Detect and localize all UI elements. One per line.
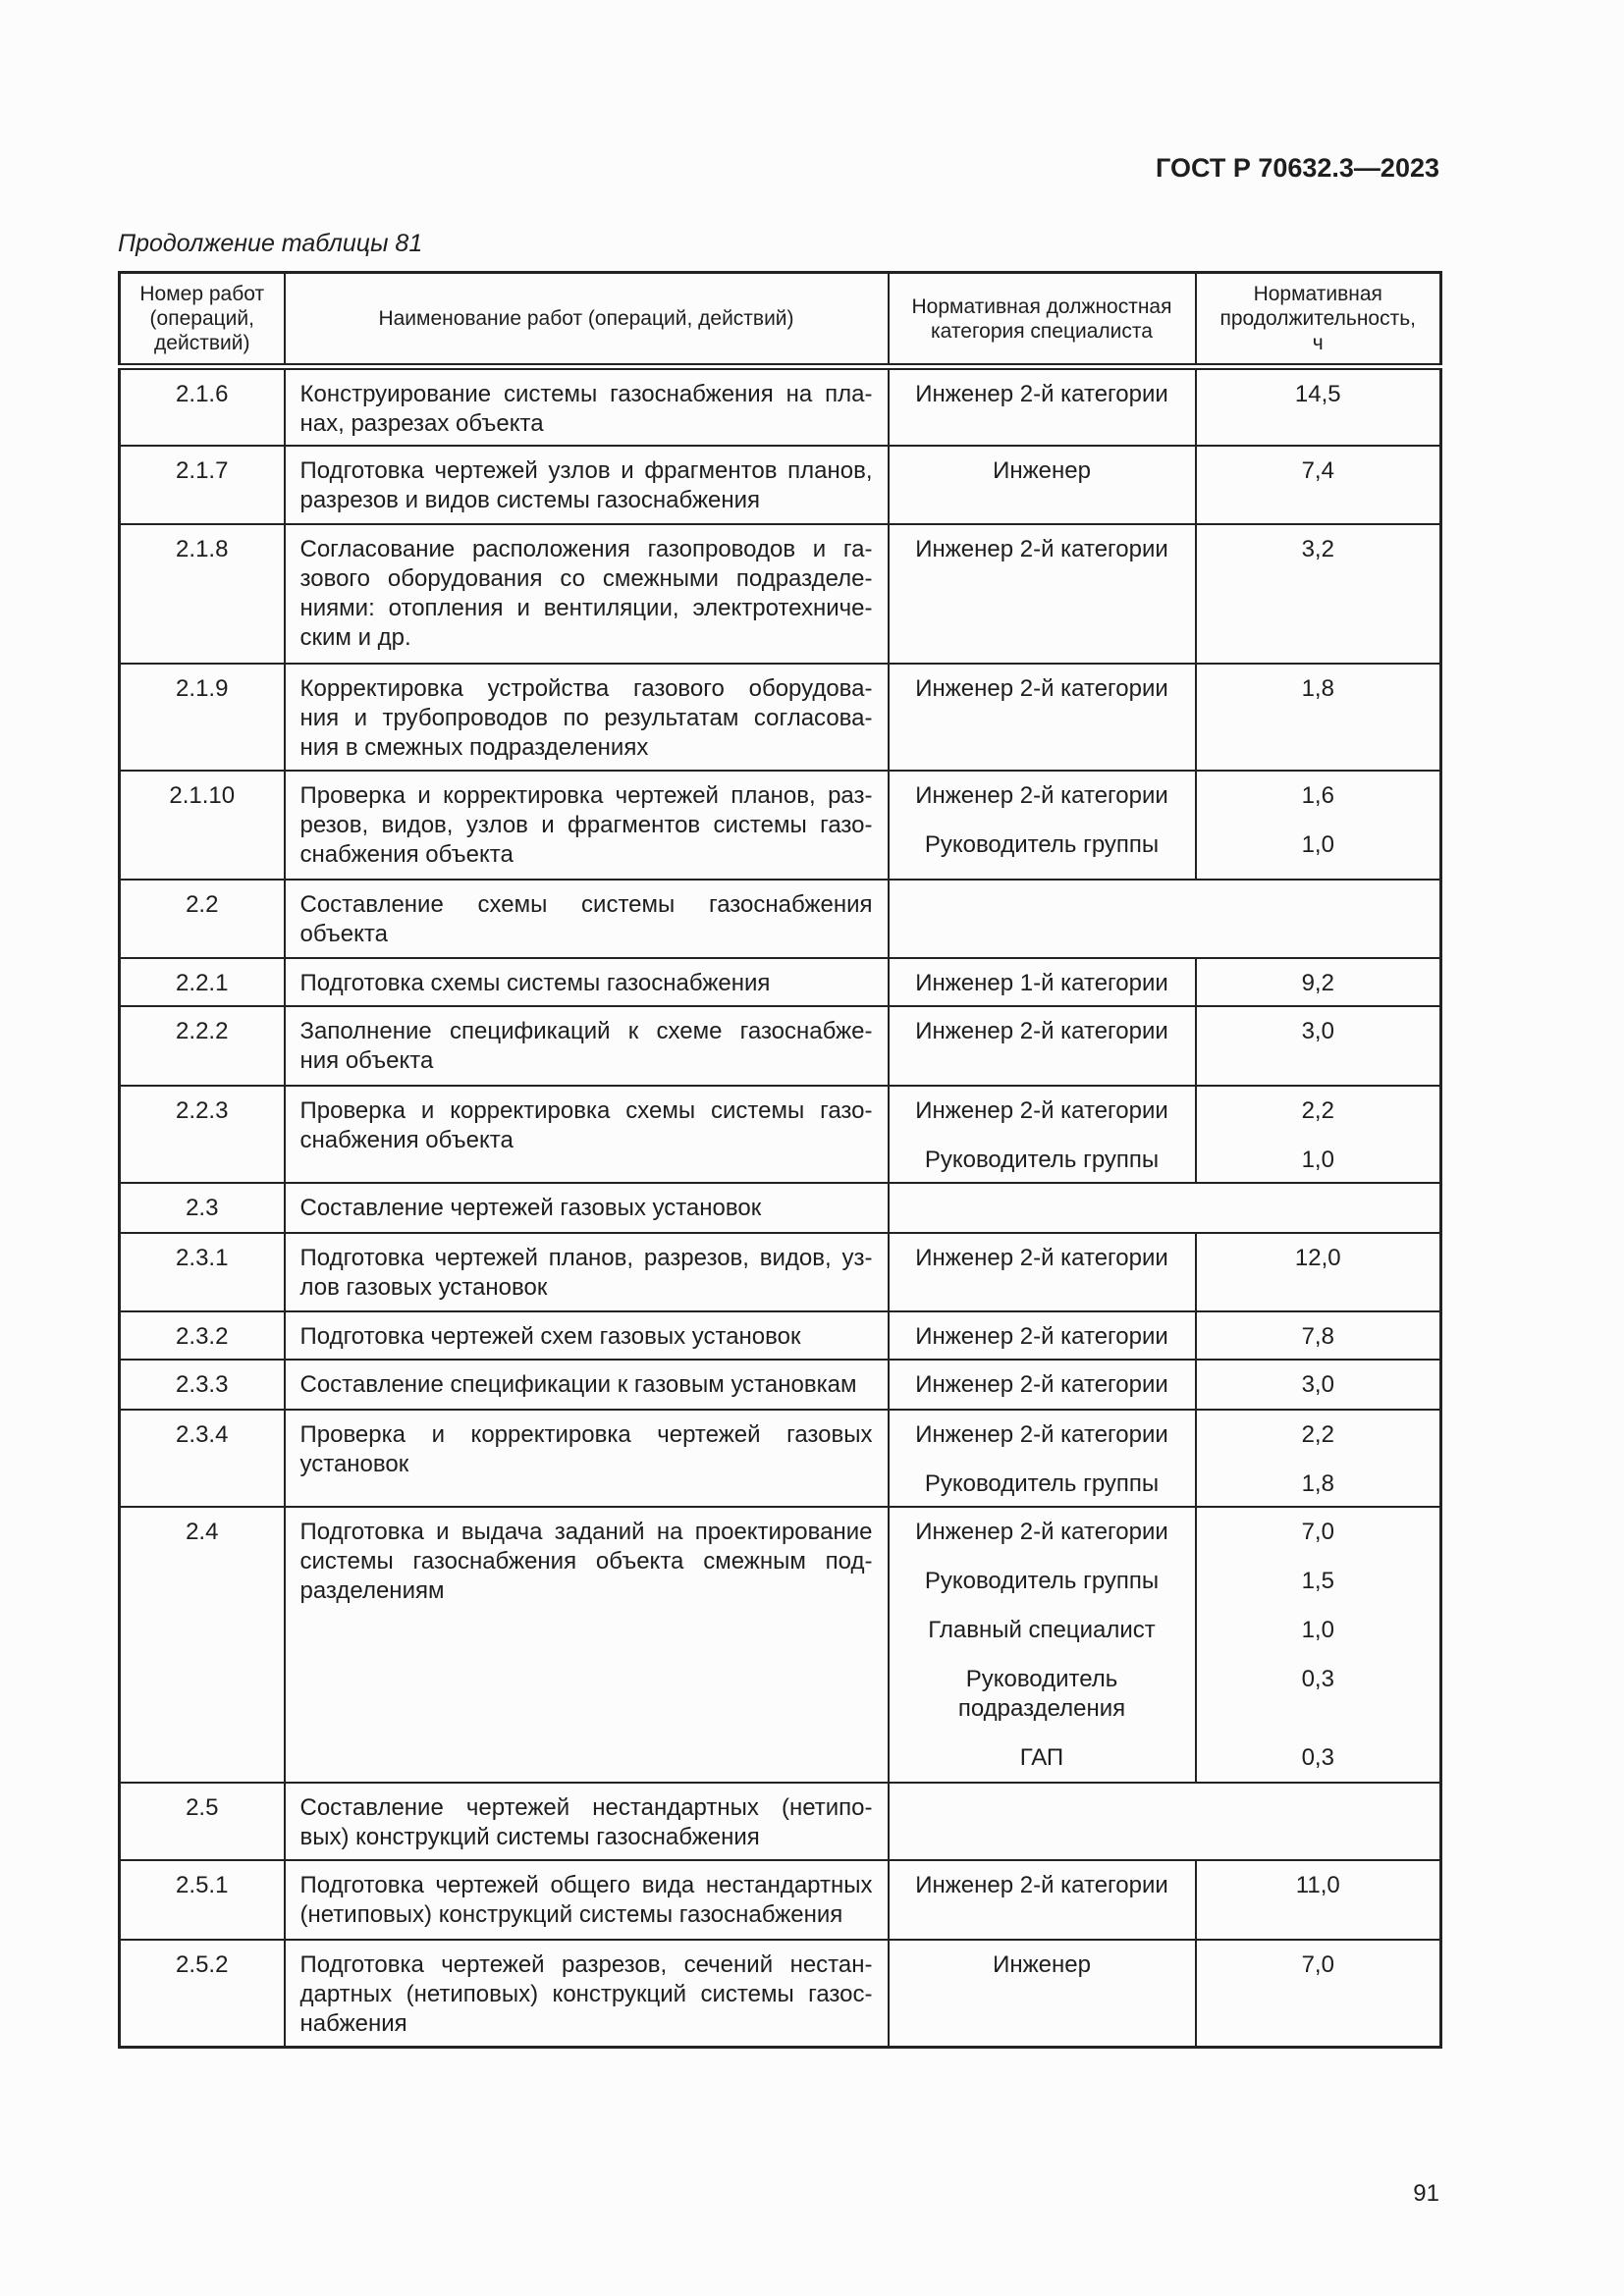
- specialist-category: Главный специалист: [928, 1616, 1156, 1643]
- specialist-category-cell: [889, 1860, 1196, 1940]
- table-row: [120, 664, 1441, 771]
- work-number: 2.2.2: [176, 1017, 229, 1044]
- duration-hours: 7,0: [1301, 1950, 1334, 1978]
- duration-hours: 7,0: [1301, 1518, 1334, 1545]
- duration-hours: 2,2: [1301, 1096, 1334, 1124]
- work-name-line: ниями: отопления и вентиляции, электротехниче-: [299, 594, 873, 621]
- specialist-category: Инженер 2-й категории: [915, 1244, 1168, 1271]
- work-name-cell: [285, 1507, 889, 1783]
- work-name-cell: [285, 1233, 889, 1311]
- specialist-category: Инженер 2-й категории: [915, 381, 1168, 407]
- work-number: 2.1.6: [176, 381, 229, 407]
- duration-hours: 7,4: [1301, 456, 1334, 484]
- specialist-category-cell: [889, 1233, 1196, 1311]
- work-number: 2.4: [186, 1518, 219, 1545]
- duration-cell: [1196, 664, 1441, 771]
- work-number: 2.3.3: [176, 1370, 229, 1398]
- work-number: 2.5.1: [176, 1871, 229, 1898]
- work-name-line: разрезов и видов системы газоснабжения: [299, 486, 761, 513]
- document-code-header: ГОСТ Р 70632.3—2023: [1156, 153, 1439, 183]
- table-row: [120, 1311, 1441, 1360]
- column-header-category: [889, 273, 1196, 367]
- work-number-cell: [120, 880, 285, 958]
- specialist-category: Инженер 2-й категории: [915, 1370, 1168, 1398]
- specialist-category: Инженер: [993, 1950, 1091, 1978]
- specialist-category: Инженер 2-й категории: [915, 1518, 1168, 1545]
- work-name-line: установок: [299, 1450, 409, 1477]
- table-row: [120, 1410, 1441, 1507]
- work-name-line: Составление спецификации к газовым установкам: [299, 1370, 857, 1398]
- work-number: 2.1.8: [176, 535, 229, 562]
- work-number: 2.5: [186, 1793, 219, 1821]
- duration-cell: [1196, 958, 1441, 1006]
- specialist-category-cell: [889, 1507, 1196, 1783]
- work-number: 2.3.2: [176, 1322, 229, 1350]
- work-name-cell: [285, 880, 889, 958]
- duration-cell: [1196, 1940, 1441, 2048]
- duration-hours: 7,8: [1301, 1322, 1334, 1350]
- work-name-line: Подготовка чертежей общего вида нестандартных: [299, 1871, 873, 1898]
- work-number-cell: [120, 1360, 285, 1410]
- work-name-line: нах, разрезах объекта: [299, 410, 544, 437]
- work-name-cell: [285, 1410, 889, 1507]
- specialist-category: Инженер: [993, 456, 1091, 484]
- empty-merged-cell: [889, 880, 1441, 958]
- work-number: 2.3.1: [176, 1244, 229, 1271]
- specialist-category: Инженер 2-й категории: [915, 1096, 1168, 1124]
- work-number: 2.1.7: [176, 456, 229, 484]
- duration-hours: 12,0: [1294, 1244, 1341, 1271]
- work-number-cell: [120, 1006, 285, 1086]
- work-number: 2.3: [186, 1194, 219, 1221]
- work-number-cell: [120, 446, 285, 524]
- duration-hours: 3,0: [1301, 1017, 1334, 1044]
- work-name-cell: [285, 1940, 889, 2048]
- work-number-cell: [120, 1183, 285, 1233]
- work-name-line: набжения: [299, 2009, 407, 2037]
- table-row: [120, 367, 1441, 446]
- specialist-category: Инженер 2-й категории: [915, 1420, 1168, 1448]
- specialist-category: Руководитель подразделения: [957, 1665, 1126, 1722]
- column-header-label: Нормативная продолжительность, ч: [1219, 283, 1416, 354]
- work-name-line: снабжения объекта: [299, 840, 514, 868]
- work-number-cell: [120, 524, 285, 664]
- specialist-category-cell: [889, 1086, 1196, 1183]
- duration-cell: [1196, 1507, 1441, 1783]
- empty-merged-cell: [889, 1783, 1441, 1860]
- table-row: [120, 1940, 1441, 2048]
- table-continuation-caption: Продолжение таблицы 81: [118, 230, 423, 257]
- specialist-category: Инженер 2-й категории: [915, 781, 1168, 809]
- work-number-cell: [120, 1860, 285, 1940]
- page-number: 91: [1413, 2180, 1439, 2207]
- work-name-line: ния и трубопроводов по результатам согласова-: [299, 704, 873, 731]
- table-row: [120, 1233, 1441, 1311]
- work-number: 2.5.2: [176, 1950, 229, 1978]
- duration-hours: 1,0: [1301, 1146, 1334, 1173]
- duration-cell: [1196, 1006, 1441, 1086]
- duration-hours: 0,3: [1301, 1743, 1334, 1771]
- specialist-category: Инженер 2-й категории: [915, 535, 1168, 562]
- duration-hours: 1,6: [1301, 781, 1334, 809]
- duration-hours: 11,0: [1295, 1871, 1340, 1898]
- specialist-category-cell: [889, 1006, 1196, 1086]
- specialist-category: Инженер 2-й категории: [915, 674, 1168, 702]
- duration-cell: [1196, 771, 1441, 880]
- work-name-line: Проверка и корректировка чертежей газовых: [299, 1420, 873, 1448]
- duration-hours: 9,2: [1301, 969, 1334, 996]
- duration-hours: 14,5: [1294, 381, 1341, 407]
- work-number: 2.2: [186, 890, 219, 918]
- specialist-category-cell: [889, 1360, 1196, 1410]
- duration-cell: [1196, 524, 1441, 664]
- duration-hours: 3,2: [1301, 535, 1334, 562]
- work-name-line: Подготовка и выдача заданий на проектирование: [299, 1518, 873, 1545]
- work-name-line: дартных (нетиповых) конструкций системы газос-: [299, 1980, 873, 2007]
- specialist-category: Руководитель группы: [924, 1469, 1160, 1497]
- specialist-category-cell: [889, 1311, 1196, 1360]
- column-header-duration: [1196, 273, 1441, 367]
- table-row: [120, 1860, 1441, 1940]
- specialist-category-cell: [889, 446, 1196, 524]
- work-number-cell: [120, 958, 285, 1006]
- specialist-category: Инженер 2-й категории: [915, 1017, 1168, 1044]
- norms-table: [118, 271, 1442, 2049]
- work-name-cell: [285, 1783, 889, 1860]
- specialist-category-cell: [889, 524, 1196, 664]
- work-number: 2.1.10: [169, 781, 236, 809]
- specialist-category: Инженер 2-й категории: [915, 1871, 1168, 1898]
- specialist-category: Инженер 1-й категории: [915, 969, 1168, 996]
- specialist-category: ГАП: [1019, 1743, 1064, 1771]
- work-number-cell: [120, 1507, 285, 1783]
- work-name-line: Составление чертежей газовых установок: [299, 1194, 762, 1221]
- work-name-cell: [285, 1086, 889, 1183]
- table-row: [120, 1086, 1441, 1183]
- section-row: [120, 880, 1441, 958]
- duration-cell: [1196, 1311, 1441, 1360]
- duration-cell: [1196, 1360, 1441, 1410]
- column-header-label: Номер работ (операций, действий): [139, 283, 265, 354]
- duration-hours: 1,0: [1301, 1616, 1334, 1643]
- duration-cell: [1196, 1860, 1441, 1940]
- specialist-category: Инженер 2-й категории: [915, 1322, 1168, 1350]
- column-header-number: [120, 273, 285, 367]
- empty-merged-cell: [889, 1183, 1441, 1233]
- duration-hours: 2,2: [1301, 1420, 1334, 1448]
- table-row: [120, 446, 1441, 524]
- duration-hours: 1,5: [1301, 1567, 1334, 1594]
- work-number: 2.2.3: [176, 1096, 229, 1124]
- table-row: [120, 958, 1441, 1006]
- duration-hours: 1,8: [1301, 674, 1334, 702]
- column-header-name: [285, 273, 889, 367]
- work-number-cell: [120, 1233, 285, 1311]
- specialist-category: Руководитель группы: [924, 1146, 1160, 1173]
- work-name-line: Заполнение спецификаций к схеме газоснабже-: [299, 1017, 873, 1044]
- work-name-line: Подготовка чертежей разрезов, сечений нестан-: [299, 1950, 873, 1978]
- duration-hours: 3,0: [1301, 1370, 1334, 1398]
- work-name-cell: [285, 664, 889, 771]
- work-name-cell: [285, 958, 889, 1006]
- work-name-line: ния в смежных подразделениях: [299, 733, 649, 761]
- work-name-line: Проверка и корректировка схемы системы газо-: [299, 1096, 873, 1124]
- column-header-label: Наименование работ (операций, действий): [378, 307, 794, 330]
- work-name-cell: [285, 446, 889, 524]
- work-name-cell: [285, 1006, 889, 1086]
- work-name-line: Подготовка чертежей схем газовых установок: [299, 1322, 801, 1350]
- specialist-category-cell: [889, 958, 1196, 1006]
- work-name-line: Составление схемы системы газоснабжения: [299, 890, 873, 918]
- duration-cell: [1196, 1410, 1441, 1507]
- section-row: [120, 1183, 1441, 1233]
- work-name-cell: [285, 1860, 889, 1940]
- work-name-line: Подготовка чертежей планов, разрезов, видов, уз-: [299, 1244, 873, 1271]
- work-name-line: Корректировка устройства газового оборудова-: [299, 674, 873, 702]
- work-number: 2.3.4: [176, 1420, 229, 1448]
- work-number-cell: [120, 367, 285, 446]
- work-name-line: вых) конструкций системы газоснабжения: [299, 1823, 760, 1850]
- work-number-cell: [120, 1086, 285, 1183]
- work-number: 2.2.1: [176, 969, 229, 996]
- work-name-line: системы газоснабжения объекта смежным под-: [299, 1547, 873, 1575]
- specialist-category: Руководитель группы: [924, 1567, 1160, 1594]
- work-name-line: Подготовка чертежей узлов и фрагментов планов,: [299, 456, 873, 484]
- work-number-cell: [120, 1311, 285, 1360]
- work-number-cell: [120, 664, 285, 771]
- section-row: [120, 1783, 1441, 1860]
- work-name-cell: [285, 1183, 889, 1233]
- table-row: [120, 524, 1441, 664]
- duration-hours: 1,8: [1301, 1469, 1334, 1497]
- work-name-line: резов, видов, узлов и фрагментов системы газо-: [299, 811, 873, 838]
- table-row: [120, 1360, 1441, 1410]
- duration-hours: 1,0: [1301, 830, 1334, 858]
- work-number-cell: [120, 1940, 285, 2048]
- work-name-line: объекта: [299, 920, 388, 947]
- duration-cell: [1196, 367, 1441, 446]
- table-header-row: [120, 273, 1441, 367]
- work-name-line: Составление чертежей нестандартных (нетипо-: [299, 1793, 873, 1821]
- specialist-category-cell: [889, 771, 1196, 880]
- work-name-cell: [285, 524, 889, 664]
- work-number: 2.1.9: [176, 674, 229, 702]
- table-row: [120, 1507, 1441, 1783]
- duration-cell: [1196, 446, 1441, 524]
- work-number-cell: [120, 1783, 285, 1860]
- work-name-cell: [285, 771, 889, 880]
- work-name-line: ния объекта: [299, 1046, 434, 1074]
- specialist-category: Руководитель группы: [924, 830, 1160, 858]
- work-name-line: лов газовых установок: [299, 1273, 548, 1301]
- work-number-cell: [120, 1410, 285, 1507]
- work-name-cell: [285, 1360, 889, 1410]
- duration-hours: 0,3: [1301, 1665, 1334, 1692]
- work-number-cell: [120, 771, 285, 880]
- work-name-cell: [285, 1311, 889, 1360]
- work-name-line: Конструирование системы газоснабжения на пла-: [299, 381, 873, 407]
- specialist-category-cell: [889, 1940, 1196, 2048]
- specialist-category-cell: [889, 1410, 1196, 1507]
- table-row: [120, 771, 1441, 880]
- work-name-line: зового оборудования со смежными подразделе-: [299, 564, 873, 592]
- specialist-category-cell: [889, 664, 1196, 771]
- table-row: [120, 1006, 1441, 1086]
- duration-cell: [1196, 1086, 1441, 1183]
- work-name-line: снабжения объекта: [299, 1126, 514, 1153]
- work-name-line: Подготовка схемы системы газоснабжения: [299, 969, 771, 996]
- specialist-category-cell: [889, 367, 1196, 446]
- duration-cell: [1196, 1233, 1441, 1311]
- work-name-line: (нетиповых) конструкций системы газоснабжения: [299, 1900, 843, 1928]
- work-name-line: разделениям: [299, 1576, 445, 1604]
- work-name-line: ским и др.: [299, 623, 411, 651]
- work-name-line: Согласование расположения газопроводов и га-: [299, 535, 873, 562]
- column-header-label: Нормативная должностная категория специалиста: [911, 294, 1172, 343]
- work-name-cell: [285, 367, 889, 446]
- work-name-line: Проверка и корректировка чертежей планов, раз-: [299, 781, 873, 809]
